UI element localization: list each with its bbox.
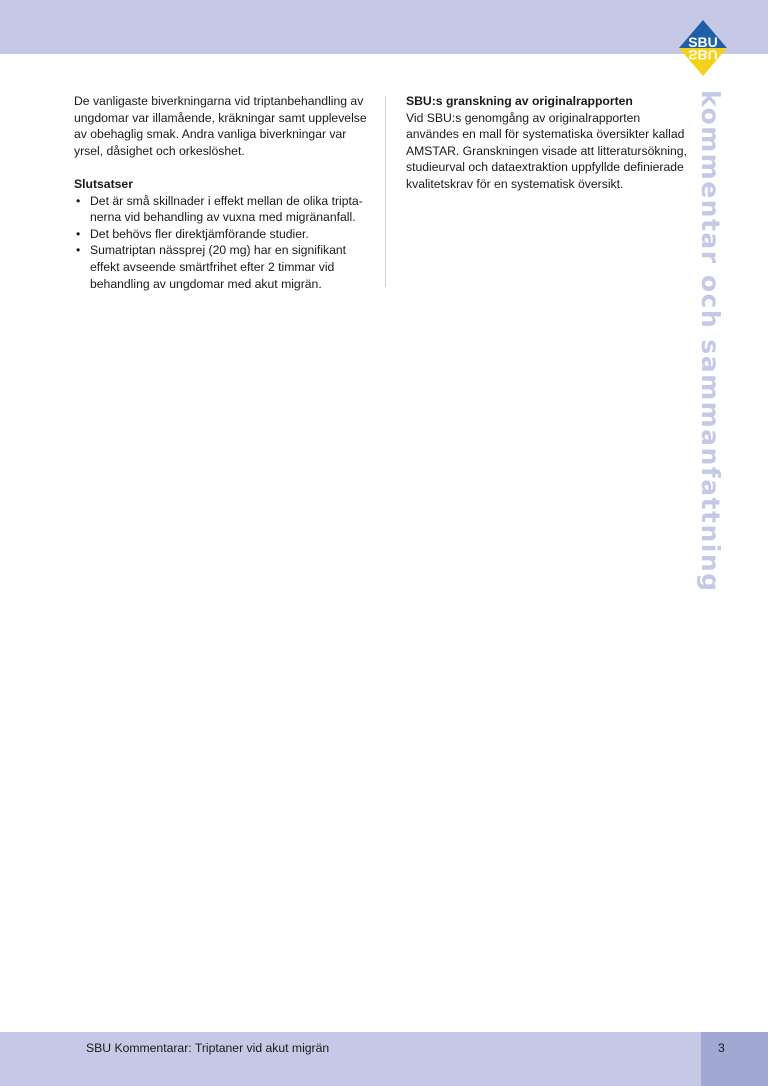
list-item: • Det är små skillnader i effekt mellan de olika triptanerna vid behandling av vuxna med migränanfall. — [74, 193, 370, 226]
list-item: • Det behövs fler direktjämförande studier. — [74, 226, 370, 243]
column-divider — [385, 96, 386, 287]
svg-text:SBU: SBU — [688, 47, 718, 63]
right-column — [406, 93, 696, 193]
list-item: • Sumatriptan nässprej (20 mg) har en signifikant effekt avseende smärtfrihet efter 2 timmar vid behandling av ungdomar med akut migrän. — [74, 242, 370, 292]
review-heading: SBU:s granskning av originalrapporten — [406, 94, 633, 108]
header-band — [0, 0, 768, 54]
footer-title: SBU Kommentarar: Triptaner vid akut migrän — [86, 1041, 330, 1055]
svg-text:SBU: SBU — [688, 34, 718, 50]
page-number-box — [701, 1032, 768, 1086]
side-section-title: kommentar och sammanfattning — [696, 90, 725, 593]
conclusions-heading: Slutsatser — [74, 176, 133, 191]
conclusions-list — [74, 193, 370, 293]
review-paragraph: Vid SBU:s genomgång av originalrapporten användes en mall för systematiska översikter kallad AMSTAR. Granskningen visade att litteratursökning, studieurval och dataextraktion uppfyllde definierade kvalitetskrav för en systematisk översikt. — [406, 110, 687, 191]
page-number: 3 — [718, 1041, 725, 1055]
intro-paragraph: De vanligaste biverkningarna vid triptanbehandling av ungdomar var illamående, kräkningar samt upplevelse av obehaglig smak. Andra vanliga biverkningar var yrsel, dåsighet och orkeslöshet. — [74, 94, 367, 158]
left-column — [74, 93, 370, 292]
sbu-logo — [679, 20, 727, 76]
